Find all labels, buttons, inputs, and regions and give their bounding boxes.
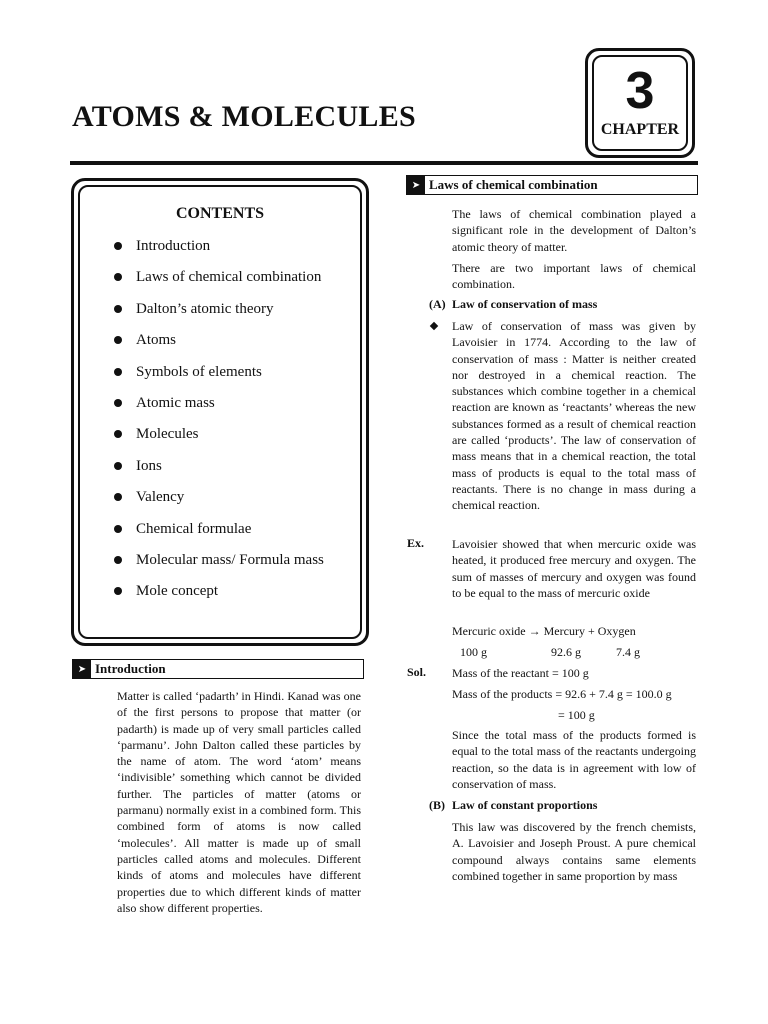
list-item: Atomic mass: [110, 388, 360, 419]
contents-heading: CONTENTS: [175, 205, 265, 222]
list-item: Valency: [110, 482, 360, 513]
law-b-label: (B): [429, 798, 445, 812]
list-item: Laws of chemical combination: [110, 262, 360, 293]
bullet-icon: [114, 556, 122, 564]
list-item: Molecules: [110, 419, 360, 450]
mass-reactant: 100 g: [460, 645, 487, 659]
laws-header: [406, 175, 698, 195]
chapter-label: CHAPTER: [600, 121, 680, 138]
page-title: ATOMS & MOLECULES: [72, 100, 417, 133]
list-item: Dalton’s atomic theory: [110, 294, 360, 325]
bullet-icon: [114, 430, 122, 438]
list-item: Mole concept: [110, 576, 360, 607]
list-item: Atoms: [110, 325, 360, 356]
law-b-text: This law was discovered by the french chemists, A. Lavoisier and Joseph Proust. A pure chemical compound always contains same elements combined together in same proportion by mass: [452, 820, 696, 883]
solution-line-2: Mass of the products = 92.6 + 7.4 g = 100.0 g: [452, 687, 672, 701]
equation: Mercuric oxide → Mercury + Oxygen: [452, 624, 636, 638]
example-label: Ex.: [407, 536, 425, 550]
list-item: Molecular mass/ Formula mass: [110, 545, 360, 576]
list-item: Chemical formulae: [110, 514, 360, 545]
laws-intro-1: The laws of chemical combination played a significant role in the development of Dalton’s atomic theory of matter.: [452, 207, 696, 254]
list-item: Introduction: [110, 231, 360, 262]
introduction-header: [72, 659, 364, 679]
solution-text: Since the total mass of the products formed is equal to the total mass of the reactants undergoing reaction, so the data is in agreement with low of conservation of mass.: [452, 728, 696, 791]
laws-intro-2: There are two important laws of chemical combination.: [452, 261, 696, 292]
bullet-icon: [114, 399, 122, 407]
solution-line-3: = 100 g: [558, 708, 595, 722]
bullet-icon: [114, 242, 122, 250]
list-item: Symbols of elements: [110, 357, 360, 388]
contents-list: [80, 231, 360, 608]
arrow-bullet-icon: ➤: [73, 660, 91, 678]
law-a-title: Law of conservation of mass: [452, 297, 598, 311]
law-b-title: Law of constant proportions: [452, 798, 598, 812]
arrow-bullet-icon: ➤: [407, 176, 425, 194]
bullet-icon: [114, 462, 122, 470]
header-rule: [70, 161, 698, 165]
mass-oxygen: 7.4 g: [616, 645, 640, 659]
bullet-icon: [114, 368, 122, 376]
solution-line-1: Mass of the reactant = 100 g: [452, 666, 589, 680]
bullet-icon: [114, 493, 122, 501]
bullet-icon: [114, 336, 122, 344]
laws-heading: Laws of chemical combination: [429, 177, 598, 192]
bullet-icon: [114, 273, 122, 281]
contents-box: [71, 178, 369, 646]
diamond-bullet-icon: [430, 322, 438, 330]
solution-label: Sol.: [407, 665, 427, 679]
bullet-icon: [114, 305, 122, 313]
law-a-text: Law of conservation of mass was given by Lavoisier in 1774. According to the law of conservation of mass : Matter is neither created nor destroyed in a chemical reaction. The substances which combine together in a chemical reaction are known as ‘reactants’ whereas the new substances formed as a result of chemical reaction are called ‘products’. The law of conservation of mass means that in a chemical reaction, the total mass of products is equal to the total mass of reactants. There is no change in mass during a chemical reaction.: [452, 319, 696, 513]
list-item: Ions: [110, 451, 360, 482]
introduction-text: Matter is called ‘padarth’ in Hindi. Kanad was one of the first persons to propose that matter (or padarth) is made up of very small particles called ‘parmanu’. John Dalton called these particles by the name of atom. The word ‘atom’ means ‘indivisible’ something which cannot be divided further. The particles of matter (atoms or parmanu) normally exist in a combined form. This combined form of atoms is now called ‘molecules’. All matter is made up of small particles called atoms and molecules. Different kinds of atoms and molecules have different properties due to which different kinds of matter also show different properties.: [117, 689, 361, 915]
bullet-icon: [114, 525, 122, 533]
bullet-icon: [114, 587, 122, 595]
mass-mercury: 92.6 g: [551, 645, 581, 659]
law-a-label: (A): [429, 297, 446, 311]
introduction-heading: Introduction: [95, 661, 166, 676]
example-text: Lavoisier showed that when mercuric oxide was heated, it produced free mercury and oxygen. The sum of masses of mercury and oxygen was found to be equal to the mass of mercuric oxide: [452, 537, 696, 600]
chapter-number: 3: [625, 62, 655, 120]
chapter-badge: [585, 48, 695, 158]
